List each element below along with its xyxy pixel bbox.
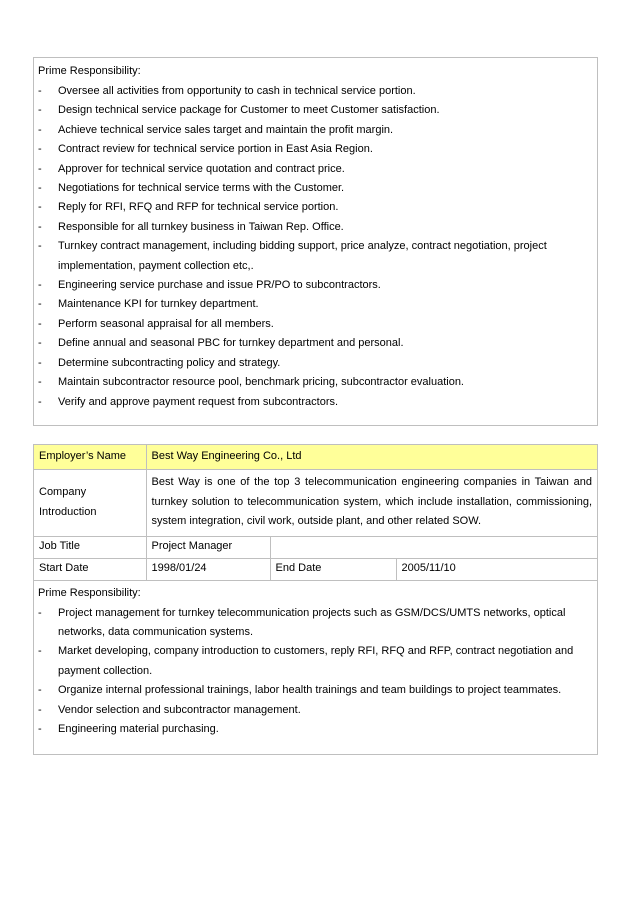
list-item: - Responsible for all turnkey business in Taiwan Rep. Office. [38,218,597,237]
company-row [34,469,597,536]
list-item: - Define annual and seasonal PBC for turnkey department and personal. [38,334,597,353]
list-item: - Achieve technical service sales target and maintain the profit margin. [38,121,597,140]
responsibility-list [38,82,597,412]
list-item: - Market developing, company introduction to customers, reply RFI, RFQ and RFP, contract negotiation and payment collection. [38,642,597,681]
list-item: - Design technical service package for Customer to meet Customer satisfaction. [38,101,597,120]
list-item: - Reply for RFI, RFQ and RFP for technical service portion. [38,198,597,217]
list-item: - Negotiations for technical service terms with the Customer. [38,179,597,198]
list-item: - Verify and approve payment request from subcontractors. [38,393,597,412]
start-date-label: Start Date [34,558,146,580]
employer-value: Best Way Engineering Co., Ltd [146,445,597,469]
list-item: - Engineering service purchase and issue PR/PO to subcontractors. [38,276,597,295]
employer-label: Employer’s Name [34,445,146,469]
empty-cell [270,536,597,558]
company-intro: Best Way is one of the top 3 telecommunication engineering companies in Taiwan and turnkey solution to telecommunication system, which include installation, commissioning, system integration, civil work, outside plant, and other related SOW. [146,469,597,536]
section-title: Prime Responsibility: [38,65,141,77]
company-label-line1: Company [39,486,87,498]
job-title-value: Project Manager [146,536,270,558]
end-date-label: End Date [270,558,396,580]
list-item: - Vendor selection and subcontractor management. [38,701,597,720]
employment-table [34,445,597,739]
list-item: - Project management for turnkey telecommunication projects such as GSM/DCS/UMTS networks, optical networks, data communication systems. [38,604,597,643]
company-label [34,469,146,536]
list-item: - Contract review for technical service portion in East Asia Region. [38,140,597,159]
end-date-value: 2005/11/10 [396,558,597,580]
list-item: - Perform seasonal appraisal for all members. [38,315,597,334]
list-item: - Organize internal professional trainings, labor health trainings and team buildings to project teammates. [38,681,597,700]
job-title-label: Job Title [34,536,146,558]
list-item: - Turnkey contract management, including bidding support, price analyze, contract negotiation, project implementation, payment collection etc,. [38,237,597,276]
employer-row [34,445,597,469]
section-title: Prime Responsibility: [38,586,141,599]
list-item: - Oversee all activities from opportunity to cash in technical service portion. [38,82,597,101]
responsibility-row [34,580,597,739]
company-label-line2: Introduction [39,505,97,518]
dates-row [34,558,597,580]
list-item: - Maintenance KPI for turnkey department. [38,295,597,314]
job-title-row [34,536,597,558]
list-item: - Engineering material purchasing. [38,720,597,739]
employment-section [33,444,598,755]
start-date-value: 1998/01/24 [146,558,270,580]
responsibility-list [38,604,597,740]
responsibility-cell [34,580,597,739]
list-item: - Approver for technical service quotation and contract price. [38,160,597,179]
list-item: - Maintain subcontractor resource pool, benchmark pricing, subcontractor evaluation. [38,373,597,392]
list-item: - Determine subcontracting policy and strategy. [38,354,597,373]
responsibility-section-1 [33,57,598,426]
